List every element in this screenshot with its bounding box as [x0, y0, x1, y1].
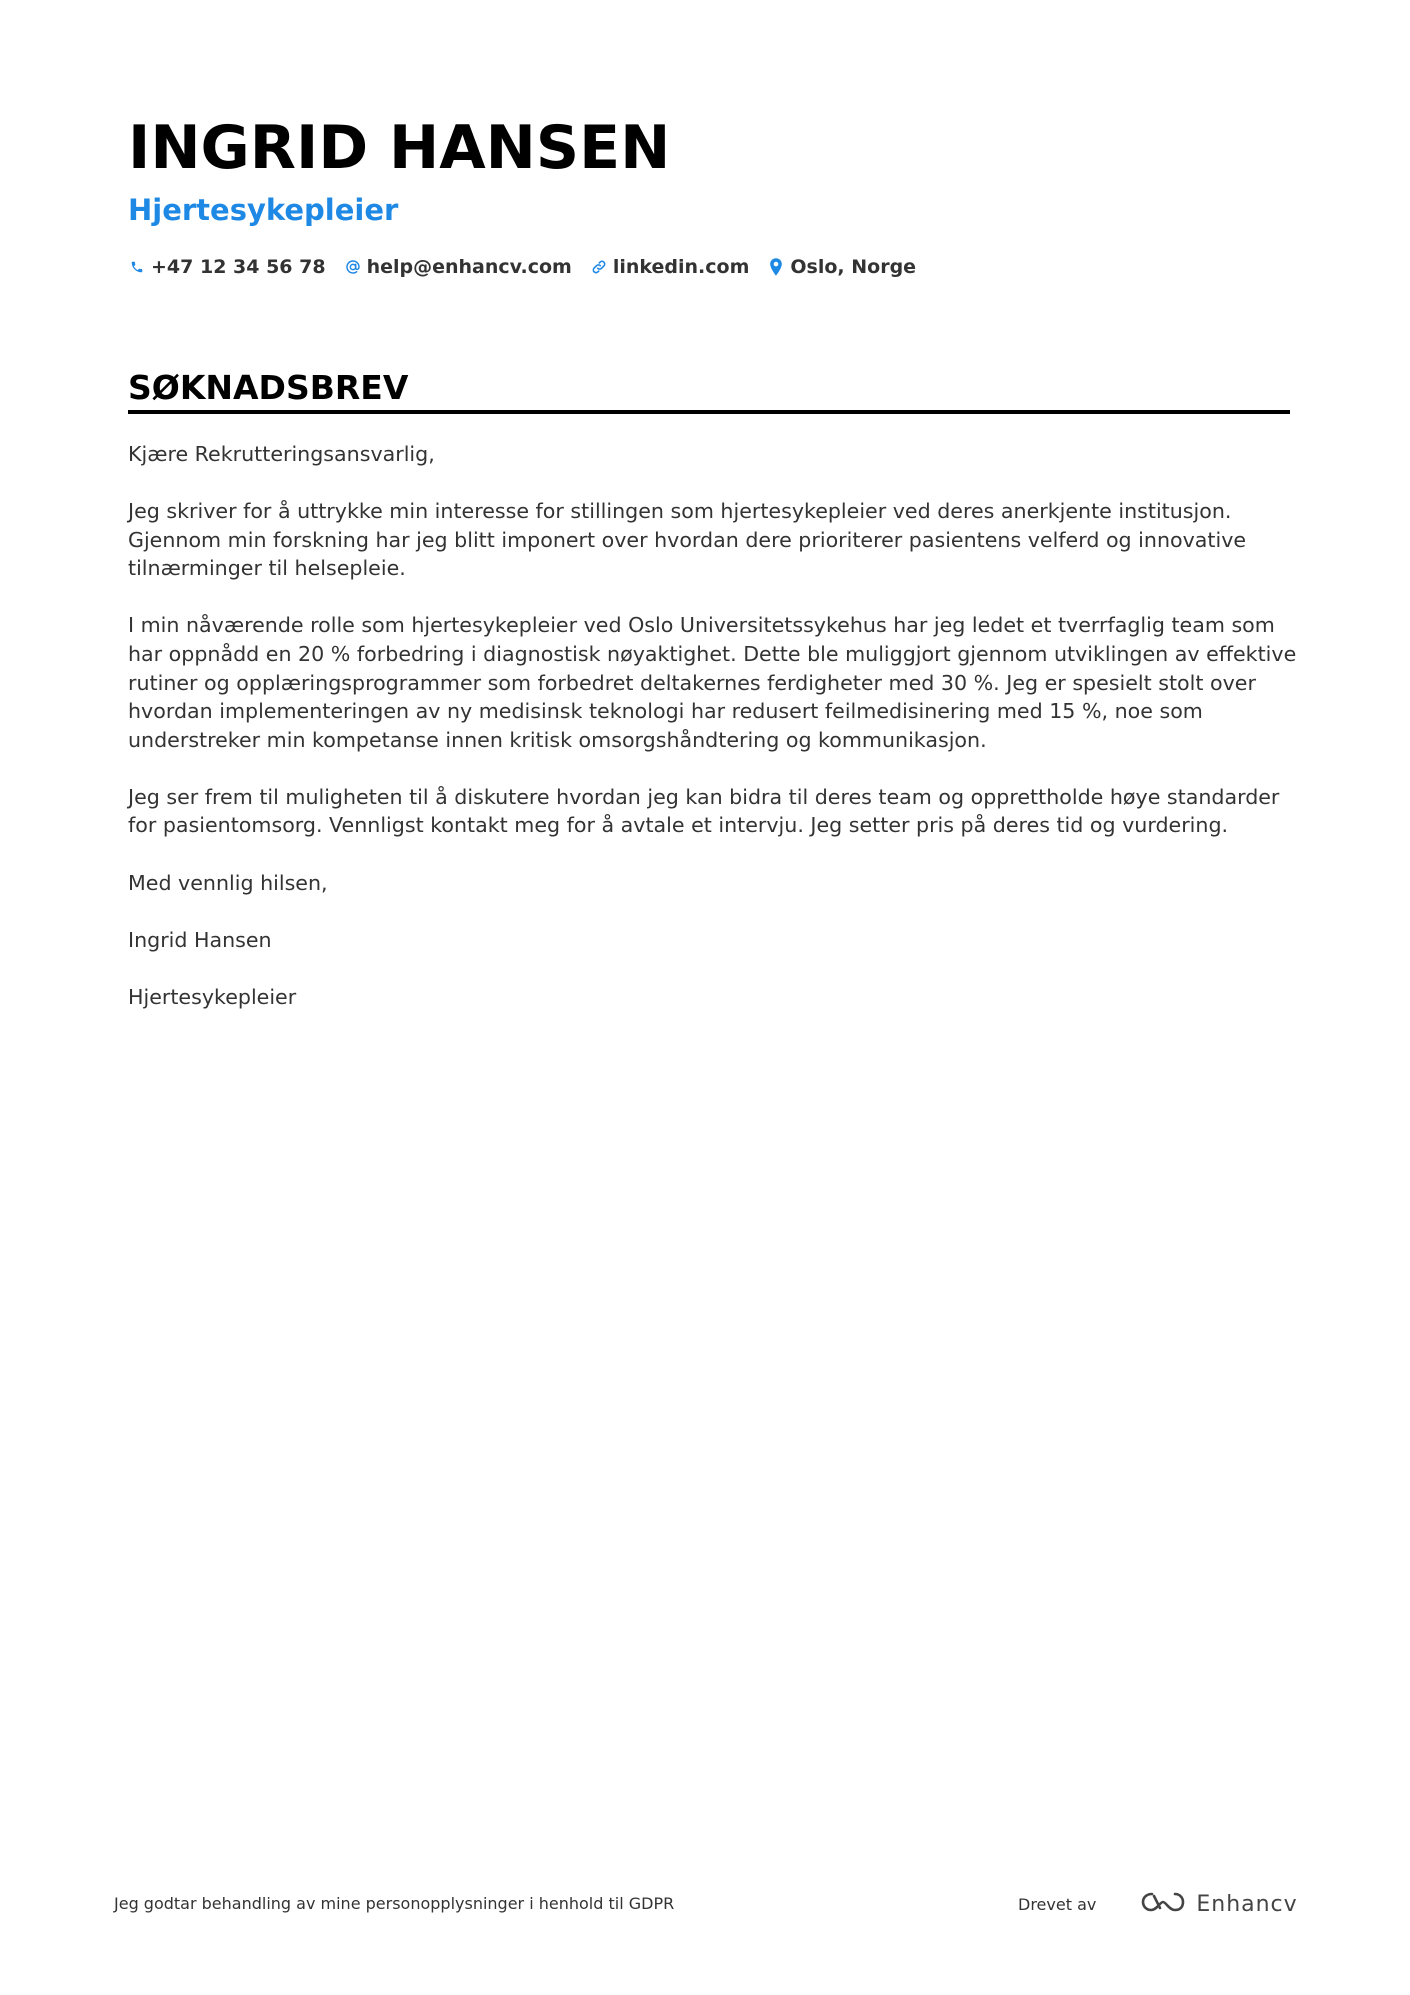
email-address: help@enhancv.com	[366, 256, 572, 278]
enhancv-logo-icon	[1140, 1890, 1186, 1918]
signature-name: Ingrid Hansen	[128, 927, 272, 952]
candidate-title: Hjertesykepleier	[128, 193, 399, 227]
contact-location	[767, 256, 916, 278]
closing-phrase: Med vennlig hilsen,	[128, 870, 328, 895]
powered-by-label: Drevet av	[1018, 1894, 1097, 1914]
footer-branding	[1018, 1886, 1298, 1922]
heading-divider	[128, 410, 1290, 414]
contact-phone[interactable]	[128, 256, 326, 278]
contact-bar	[128, 252, 934, 282]
enhancv-logo[interactable]	[1140, 1890, 1297, 1918]
contact-linkedin[interactable]	[590, 256, 750, 278]
contact-email[interactable]	[344, 256, 572, 278]
phone-number: +47 12 34 56 78	[151, 256, 326, 278]
gdpr-consent-text: Jeg godtar behandling av mine personopplysninger i henhold til GDPR	[114, 1894, 675, 1913]
phone-icon	[128, 256, 146, 278]
letter-body	[128, 440, 1300, 1040]
linkedin-link: linkedin.com	[612, 256, 750, 278]
paragraph-intro: Jeg skriver for å uttrykke min interesse for stillingen som hjertesykepleier ved deres anerkjente institusjon. Gjennom min forskning har jeg blitt imponert over hvordan dere prioriterer pasientens velferd og innovative tilnærminger til helsepleie.	[128, 499, 1247, 581]
link-icon	[590, 256, 608, 278]
location-pin-icon	[767, 256, 785, 278]
paragraph-experience: I min nåværende rolle som hjertesykepleier ved Oslo Universitetssykehus har jeg ledet et tverrfaglig team som har oppnådd en 20 % forbedring i diagnostisk nøyaktighet. Dette ble muliggjort gjennom utviklingen av effektive rutiner og opplæringsprogrammer som forbedret deltakernes ferdigheter med 30 %. Jeg er spesielt stolt over hvordan implementeringen av ny medisinsk teknologi har redusert feilmedisinering med 15 %, noe som understreker min kompetanse innen kritisk omsorgshåndtering og kommunikasjon.	[128, 613, 1297, 752]
paragraph-closing: Jeg ser frem til muligheten til å diskutere hvordan jeg kan bidra til deres team og opprettholde høye standarder for pasientomsorg. Vennligst kontakt meg for å avtale et intervju. Jeg setter pris på deres tid og vurdering.	[128, 784, 1280, 838]
candidate-name: INGRID HANSEN	[128, 113, 671, 183]
brand-name: Enhancv	[1196, 1891, 1298, 1917]
salutation: Kjære Rekrutteringsansvarlig,	[128, 442, 435, 466]
location-text: Oslo, Norge	[790, 256, 917, 278]
section-heading: SØKNADSBREV	[128, 368, 409, 407]
at-icon	[344, 256, 362, 278]
signature-title: Hjertesykepleier	[128, 984, 297, 1009]
